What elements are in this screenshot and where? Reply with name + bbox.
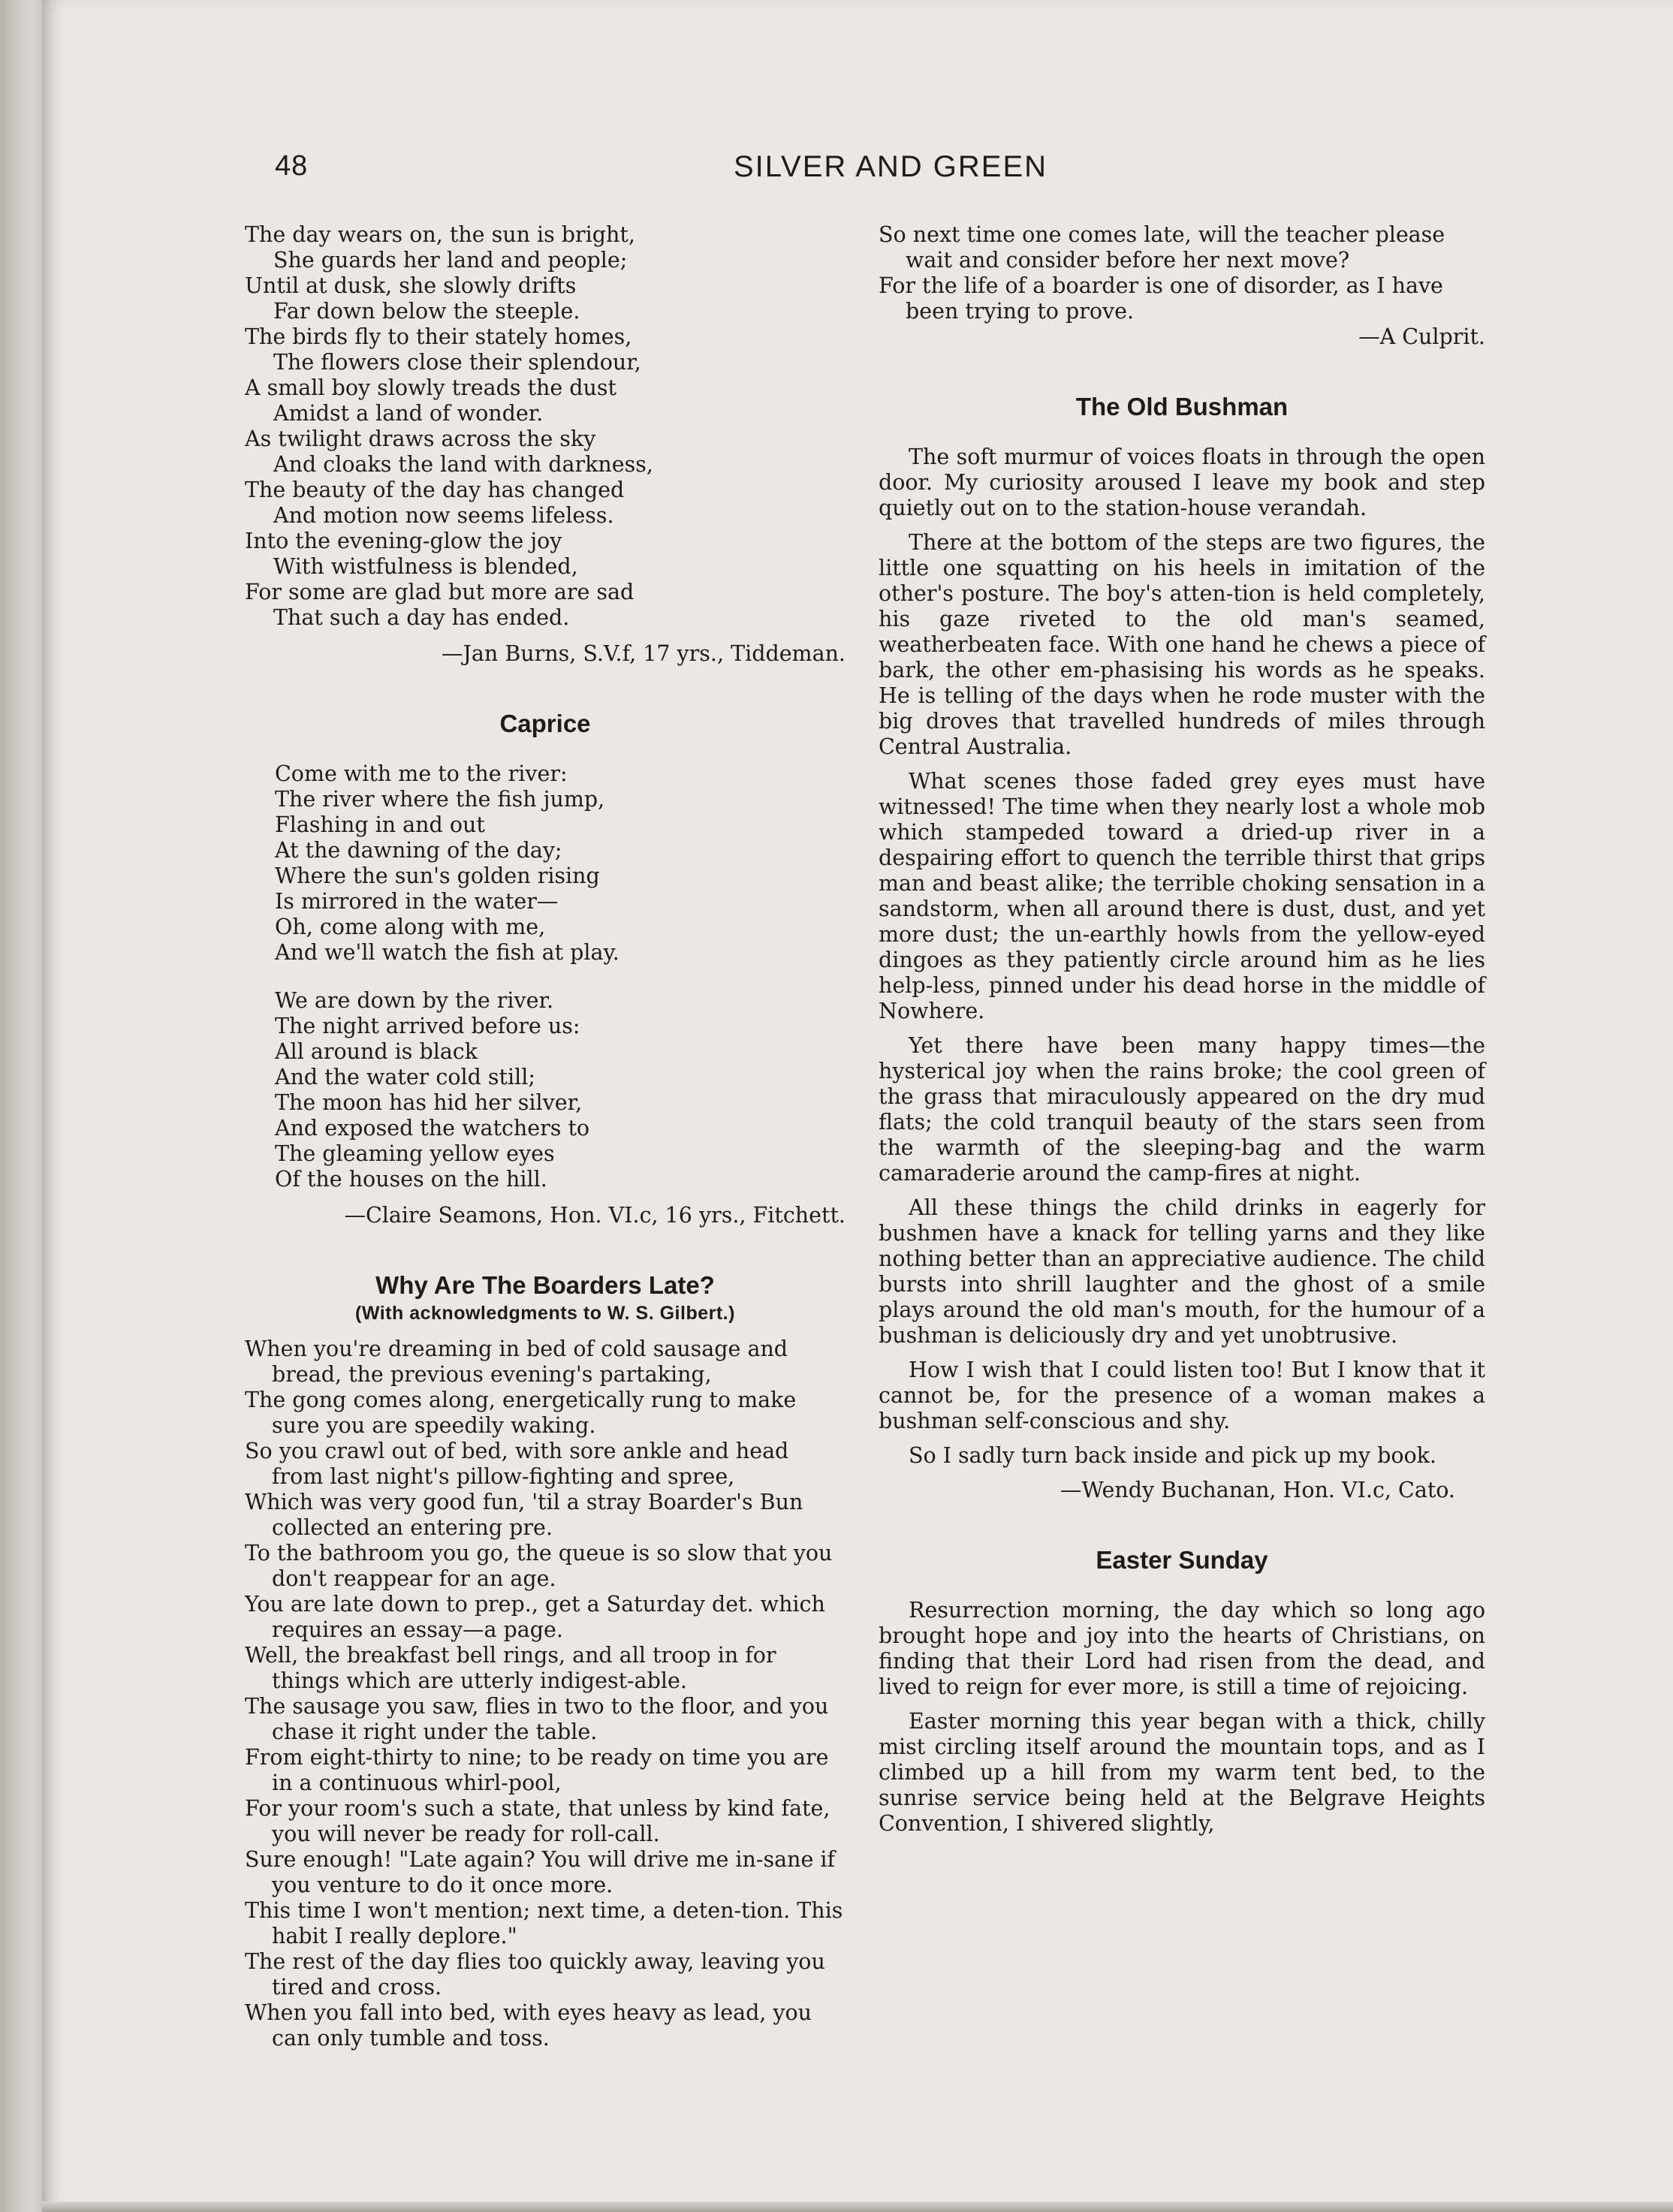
poem-line: That such a day has ended. bbox=[273, 605, 570, 630]
caprice-poem bbox=[245, 709, 846, 1228]
poem-line: The gleaming yellow eyes bbox=[275, 1141, 555, 1166]
easter-article bbox=[879, 1545, 1485, 1837]
poem-line: The night arrived before us: bbox=[275, 1014, 580, 1038]
poem-line: Into the evening-glow the joy bbox=[245, 529, 562, 553]
poem-line: The beauty of the day has changed bbox=[245, 478, 625, 502]
caprice-stanza-one bbox=[245, 761, 846, 966]
poem-line: We are down by the river. bbox=[275, 988, 554, 1013]
boarders-attribution: —A Culprit. bbox=[1358, 324, 1485, 349]
poem-line: Oh, come along with me, bbox=[275, 915, 546, 939]
poem-line: Far down below the steeple. bbox=[273, 299, 580, 324]
verse-line: For the life of a boarder is one of disorder, as I have been trying to prove. bbox=[879, 273, 1443, 324]
verse-line: Which was very good fun, 'til a stray Boarder's Bun collected an entering pre. bbox=[245, 1490, 803, 1540]
poem-line: Come with me to the river: bbox=[275, 761, 568, 786]
page-bottom-edge bbox=[42, 2201, 1673, 2212]
poem-line: Flashing in and out bbox=[275, 812, 485, 837]
verse-line: The sausage you saw, flies in two to the floor, and you chase it right under the table. bbox=[245, 1694, 829, 1744]
paragraph: What scenes those faded grey eyes must have witnessed! The time when they nearly lost a whole mob which stampeded toward a dried-up river in a despairing effort to quench the terrible thirst that grips man and beast alike; the terrible choking sensation in a sandstorm, when all around there is dust, dust, and yet more dust; the un-earthly howls from the yellow-eyed dingoes as they patiently circle around him as he lies help-less, pinned under his dead horse in the middle of Nowhere. bbox=[879, 769, 1485, 1023]
boarders-continued bbox=[879, 222, 1485, 350]
running-title: SILVER AND GREEN bbox=[733, 150, 1048, 183]
poem-line: Where the sun's golden rising bbox=[275, 863, 600, 888]
poem-line: And motion now seems lifeless. bbox=[273, 503, 614, 528]
verse-line: This time I won't mention; next time, a deten-tion. This habit I really deplore." bbox=[245, 1898, 843, 1948]
poem-line: As twilight draws across the sky bbox=[245, 426, 596, 451]
bushman-title: The Old Bushman bbox=[1075, 393, 1289, 420]
poem-line: Is mirrored in the water— bbox=[275, 889, 559, 914]
bushman-attribution: —Wendy Buchanan, Hon. VI.c, Cato. bbox=[1060, 1478, 1455, 1502]
poem-line: For some are glad but more are sad bbox=[245, 580, 635, 604]
verse-line: For your room's such a state, that unless by kind fate, you will never be ready for roll-call. bbox=[245, 1796, 830, 1846]
paragraph: Easter morning this year began with a thick, chilly mist circling itself around the mountain tops, and as I climbed up a hill from my warm tent bed, to the sunrise service being held at the Belgrave Heights Convention, I shivered slightly, bbox=[879, 1709, 1485, 1836]
poem-line: And we'll watch the fish at play. bbox=[275, 940, 619, 965]
boarders-poem bbox=[245, 1270, 846, 2051]
verse-line: The gong comes along, energetically rung to make sure you are speedily waking. bbox=[245, 1388, 797, 1438]
easter-body bbox=[879, 1598, 1485, 1837]
caprice-attribution: —Claire Seamons, Hon. VI.c, 16 yrs., Fitchett. bbox=[344, 1203, 846, 1228]
paragraph: Yet there have been many happy times—the hysterical joy when the rains broke; the cool green of the grass that miraculously appeared on the dry mud flats; the cold tranquil beauty of the stars seen from the warmth of the sleeping-bag and the warm camaraderie around the camp-fires at night. bbox=[879, 1033, 1485, 1186]
poem-line: The birds fly to their stately homes, bbox=[245, 324, 632, 349]
poem-line: The river where the fish jump, bbox=[275, 787, 605, 812]
page-number: 48 bbox=[275, 150, 309, 182]
boarders-subtitle: (With acknowledgments to W. S. Gilbert.) bbox=[355, 1303, 735, 1324]
poem-line: And the water cold still; bbox=[275, 1065, 535, 1089]
poem-one-lines bbox=[245, 222, 846, 631]
verse-line: You are late down to prep., get a Saturday det. which requires an essay—a page. bbox=[245, 1592, 825, 1642]
verse-line: To the bathroom you go, the queue is so slow that you don't reappear for an age. bbox=[245, 1541, 833, 1591]
poem-line: The moon has hid her silver, bbox=[275, 1090, 583, 1115]
verse-line: The rest of the day flies too quickly away, leaving you tired and cross. bbox=[245, 1949, 825, 2000]
poem-line: A small boy slowly treads the dust bbox=[245, 375, 616, 400]
left-column bbox=[245, 222, 846, 2051]
caprice-stanza-two bbox=[245, 988, 846, 1192]
poem-line: Amidst a land of wonder. bbox=[273, 401, 544, 426]
boarders-continued-couplets bbox=[879, 222, 1485, 324]
poem-line: With wistfulness is blended, bbox=[273, 554, 578, 579]
paragraph: The soft murmur of voices floats in through the open door. My curiosity aroused I leave my book and step quietly out on to the station-house verandah. bbox=[879, 445, 1485, 520]
poem-line: Of the houses on the hill. bbox=[275, 1167, 547, 1192]
bushman-body bbox=[879, 445, 1485, 1469]
boarders-title: Why Are The Boarders Late? bbox=[375, 1271, 715, 1299]
poem-one-attribution: —Jan Burns, S.V.f, 17 yrs., Tiddeman. bbox=[442, 641, 846, 666]
poem-line: And cloaks the land with darkness, bbox=[273, 452, 653, 477]
poem-line: She guards her land and people; bbox=[273, 248, 628, 273]
poem-line: And exposed the watchers to bbox=[275, 1116, 590, 1141]
poem-line: All around is black bbox=[275, 1039, 478, 1064]
verse-line: So you crawl out of bed, with sore ankle and head from last night's pillow-fighting and spree, bbox=[245, 1439, 789, 1489]
book-gutter bbox=[0, 0, 42, 2212]
paragraph: All these things the child drinks in eagerly for bushmen have a knack for telling yarns and they like nothing better than an appreciative audience. The child bursts into shrill laughter and the ghost of a smile plays around the old man's mouth, for the humour of a bushman is deliciously dry and yet unobtrusive. bbox=[879, 1195, 1485, 1348]
poem-one bbox=[245, 222, 846, 667]
caprice-title: Caprice bbox=[499, 710, 591, 737]
verse-line: When you fall into bed, with eyes heavy as lead, you can only tumble and toss. bbox=[245, 2000, 812, 2051]
poem-line: The flowers close their splendour, bbox=[273, 350, 641, 375]
paragraph: Resurrection morning, the day which so long ago brought hope and joy into the hearts of Christians, on finding that their Lord had risen from the dead, and lived to reign for ever more, is still a time of rejoicing. bbox=[879, 1598, 1485, 1699]
right-column bbox=[879, 222, 1485, 1846]
paragraph: So I sadly turn back inside and pick up my book. bbox=[909, 1443, 1436, 1468]
verse-line: So next time one comes late, will the teacher please wait and consider before her next move? bbox=[879, 222, 1445, 273]
paragraph: How I wish that I could listen too! But I know that it cannot be, for the presence of a woman makes a bushman self-conscious and shy. bbox=[879, 1358, 1485, 1433]
easter-title: Easter Sunday bbox=[1096, 1546, 1268, 1574]
verse-line: When you're dreaming in bed of cold sausage and bread, the previous evening's partaking, bbox=[245, 1337, 788, 1387]
bushman-article bbox=[879, 392, 1485, 1503]
verse-line: From eight-thirty to nine; to be ready on time you are in a continuous whirl-pool, bbox=[245, 1745, 829, 1795]
paragraph: There at the bottom of the steps are two figures, the little one squatting on his heels in imitation of the other's posture. The boy's atten-tion is held completely, his gaze riveted to the old man's seamed, weatherbeaten face. With one hand he chews a piece of bark, the other em-phasising his words as he speaks. He is telling of the days when he rode muster with the big droves that travelled hundreds of miles through Central Australia. bbox=[879, 530, 1485, 759]
verse-line: Sure enough! "Late again? You will drive me in-sane if you venture to do it once more. bbox=[245, 1847, 836, 1897]
poem-line: Until at dusk, she slowly drifts bbox=[245, 273, 577, 298]
poem-line: At the dawning of the day; bbox=[275, 838, 562, 863]
verse-line: Well, the breakfast bell rings, and all troop in for things which are utterly indigest-able. bbox=[245, 1643, 776, 1693]
poem-line: The day wears on, the sun is bright, bbox=[245, 222, 635, 247]
page-header bbox=[275, 150, 1506, 195]
boarders-couplets bbox=[245, 1337, 846, 2051]
